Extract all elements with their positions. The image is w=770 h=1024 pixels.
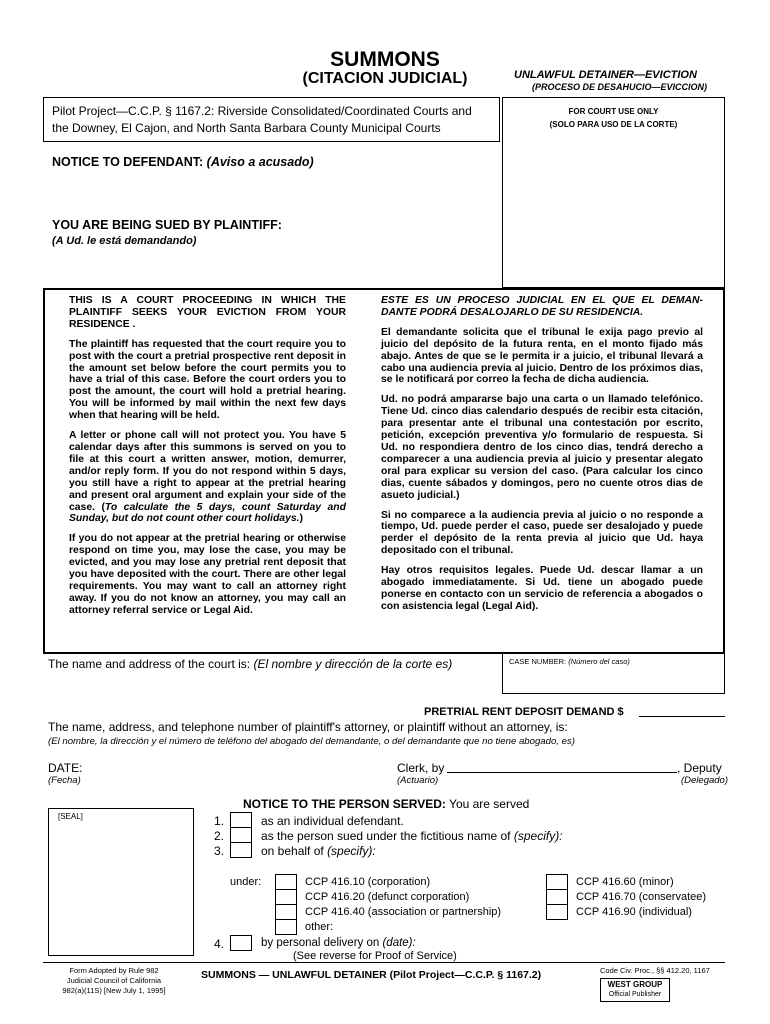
ccp-416-10-checkbox[interactable] xyxy=(275,874,297,890)
ccp-416-60-checkbox[interactable] xyxy=(546,874,568,890)
served-item-3-checkbox[interactable] xyxy=(230,842,252,858)
clerk-label: Clerk, by xyxy=(397,761,445,775)
proof-of-service-note: (See reverse for Proof of Service) xyxy=(293,950,457,962)
sued-by-label-es: (A Ud. le está demandando) xyxy=(52,235,197,247)
ccp-416-90-label: CCP 416.90 (individual) xyxy=(576,906,692,918)
deputy-label-es: (Delegado) xyxy=(681,775,728,786)
served-item-4-text xyxy=(261,937,416,949)
english-notice-p3a: A letter or phone call will not protect you. You have 5 calendar days after this summons is served on you to file at this court a written answer, motion, demurrer, and/or reply form. If you do not respond within 5 days, you still have a right to appear at the pretrial hearing and present oral argument and explain your side of the case. ( xyxy=(69,430,346,513)
footer-divider xyxy=(43,962,725,963)
date-label-es: (Fecha) xyxy=(48,775,81,786)
pretrial-demand-line[interactable] xyxy=(639,716,725,717)
form-title: SUMMONS xyxy=(330,48,440,71)
served-item-1-num: 1. xyxy=(214,814,225,828)
form-subtitle: (CITACION JUDICIAL) xyxy=(302,70,468,87)
code-reference: Code Civ. Proc., §§ 412.20, 1167 xyxy=(600,966,710,975)
deputy-label: , Deputy xyxy=(677,761,722,775)
seal-label: [SEAL] xyxy=(58,812,83,821)
served-item-3-main: on behalf of xyxy=(261,844,324,858)
footer-form-title: SUMMONS — UNLAWFUL DETAINER (Pilot Project—C.C.P. § 1167.2) xyxy=(201,969,542,981)
case-number-text-es: (Número del caso) xyxy=(568,657,630,666)
other-checkbox[interactable] xyxy=(275,919,297,935)
served-item-2-text xyxy=(261,829,563,843)
case-number-label xyxy=(509,657,630,666)
under-label: under: xyxy=(230,876,262,888)
served-item-2-main: as the person sued under the fictitious name of xyxy=(261,829,511,843)
form-adopted-line1: Form Adopted by Rule 982 xyxy=(69,966,159,975)
served-heading xyxy=(243,797,529,811)
spanish-notice-p2: El demandante solicita que el tribunal le exija pago previo al juicio del depósito de la futura renta, en el monto fijado más abajo. Antes de que se le permita ir a juicio, el tribunal llevará a cabo una audiencia previa al juicio. Dentro de los próximos dias, se le notificará por correo la fecha de dicha audiencia. xyxy=(381,326,703,386)
served-item-3-specify: (specify): xyxy=(327,844,376,858)
served-item-4-main: by personal delivery on xyxy=(261,937,380,949)
english-notice-p1: THIS IS A COURT PROCEEDING IN WHICH THE PLAINTIFF SEEKS YOUR EVICTION FROM YOUR RESIDENCE . xyxy=(69,295,346,330)
spanish-notice xyxy=(381,295,703,613)
publisher-subtitle: Official Publisher xyxy=(608,991,662,998)
publisher-name: WEST GROUP xyxy=(607,980,663,989)
english-notice-p2: The plaintiff has requested that the court require you to post with the court a pretrial prospective rent deposit in the amount set below before the court permits you to have a trial of this case. Before the court orders you to post the amount, the court will hold a pretrial hearing. You will be informed by mail within the next few days when that hearing will be held. xyxy=(69,338,346,422)
served-item-3-text xyxy=(261,844,376,858)
case-type: UNLAWFUL DETAINER—EVICTION xyxy=(514,69,697,81)
other-label: other: xyxy=(305,921,334,933)
case-number-text: CASE NUMBER: xyxy=(509,657,567,666)
form-adopted-line2: Judicial Council of California xyxy=(66,976,162,985)
sued-by-label: YOU ARE BEING SUED BY PLAINTIFF: xyxy=(52,218,282,232)
ccp-416-70-label: CCP 416.70 (conservatee) xyxy=(576,891,707,903)
served-item-1-text: as an individual defendant. xyxy=(261,814,404,828)
ccp-416-20-checkbox[interactable] xyxy=(275,889,297,905)
english-notice-p3c: ) xyxy=(299,513,303,525)
ccp-416-10-label: CCP 416.10 (corporation) xyxy=(305,876,431,888)
notice-to-defendant-label-es: (Aviso a acusado) xyxy=(206,155,314,169)
court-address-label xyxy=(48,657,452,671)
ccp-416-40-label: CCP 416.40 (association or partnership) xyxy=(305,906,502,918)
form-adopted-line3: 982(a)(11S) [New July 1, 1995] xyxy=(62,986,166,995)
court-address-text-es: (El nombre y dirección de la corte es) xyxy=(253,657,453,671)
served-item-2-specify: (specify): xyxy=(513,829,563,843)
served-item-1-checkbox[interactable] xyxy=(230,812,252,828)
court-use-label: FOR COURT USE ONLY xyxy=(568,107,659,116)
notice-to-defendant xyxy=(52,155,314,169)
served-item-4-checkbox[interactable] xyxy=(230,935,252,951)
pilot-project-line2: the Downey, El Cajon, and North Santa Barbara County Municipal Courts xyxy=(52,121,441,135)
notice-to-defendant-label: NOTICE TO DEFENDANT: xyxy=(52,155,204,169)
court-address-text: The name and address of the court is: xyxy=(48,657,251,671)
ccp-416-60-label: CCP 416.60 (minor) xyxy=(576,876,674,888)
served-item-2-num: 2. xyxy=(214,829,225,843)
ccp-416-20-label: CCP 416.20 (defunct corporation) xyxy=(305,891,470,903)
english-notice-p4: If you do not appear at the pretrial hearing or otherwise respond on time you, may lose the case, you may be evicted, and you may lose any pretrial rent deposit that you have deposited with the court. There are other legal requirements. You may want to call an attorney right away. If you do not know an attorney, you may call an attorney referral service or Legal Aid. xyxy=(69,533,346,616)
served-item-3-num: 3. xyxy=(214,844,225,858)
served-item-2-checkbox[interactable] xyxy=(230,827,252,843)
spanish-notice-p4: Si no comparece a la audiencia previa al juicio o no responde a tiempo, Ud. puede perder el caso, puede ser desalojado y puede perder el depósito de la renta previa al juicio que Ud. haya depositado con el tribunal. xyxy=(381,509,703,557)
ccp-416-40-checkbox[interactable] xyxy=(275,904,297,920)
pretrial-demand-label: PRETRIAL RENT DEPOSIT DEMAND $ xyxy=(424,706,624,718)
spanish-notice-p3: Ud. no podrá ampararse bajo una carta o un llamado telefónico. Tiene Ud. cinco dias calendario después de recibir esta citación, para presentar ante el tribunal una contestación por escrito, petición, excepción preventiva y/o formulario de respuesta. Si Ud. no respondiera dentro de los cinco dias, tendrá derecho a comparecer a una audiencia previa al juicio y presentar alegato oral para explicar su version del caso. (Para calcular los cinco dias, cuente sábados y domingos, pero no cuente otros dias de asueto judicial.) xyxy=(381,394,703,501)
served-heading-rest: You are served xyxy=(449,797,530,811)
case-type-es: (PROCESO DE DESAHUCIO—EVICCION) xyxy=(532,82,708,92)
served-item-4-num: 4. xyxy=(214,937,225,951)
attorney-label: The name, address, and telephone number of plaintiff's attorney, or plaintiff without an attorney, is: xyxy=(48,720,568,734)
ccp-416-70-checkbox[interactable] xyxy=(546,889,568,905)
clerk-label-es: (Actuario) xyxy=(397,775,439,786)
date-label: DATE: xyxy=(48,761,83,775)
spanish-notice-p1: ESTE ES UN PROCESO JUDICIAL EN EL QUE EL DEMAN- DANTE PODRÁ DESALOJARLO DE SU RESIDENCIA. xyxy=(381,295,703,318)
court-use-label-es: (SOLO PARA USO DE LA CORTE) xyxy=(549,120,678,129)
served-item-4-date: (date): xyxy=(382,937,416,949)
english-notice-p3b: To calculate the 5 days, count Saturday and Sunday, but do not count other court holidays. xyxy=(69,501,346,525)
clerk-signature-line[interactable] xyxy=(447,772,677,773)
english-notice-p3 xyxy=(69,430,346,525)
ccp-416-90-checkbox[interactable] xyxy=(546,904,568,920)
served-heading-label: NOTICE TO THE PERSON SERVED: xyxy=(243,797,446,811)
seal-box xyxy=(48,808,194,956)
english-notice xyxy=(69,295,346,617)
attorney-label-es: (El nombre, la dirección y el número de teléfono del abogado del demandante, o del demandante que no tiene abogado, es) xyxy=(48,736,575,747)
pilot-project-line1: Pilot Project—C.C.P. § 1167.2: Riverside Consolidated/Coordinated Courts and xyxy=(52,104,472,118)
spanish-notice-p5: Hay otros requisitos legales. Puede Ud. descar llamar a un abogado immediatamente. Si Ud. tiene un abogado puede ponerse en contacto con un servicio de referencia a abogados o con asistencia legal (Legal Aid). xyxy=(381,565,703,612)
